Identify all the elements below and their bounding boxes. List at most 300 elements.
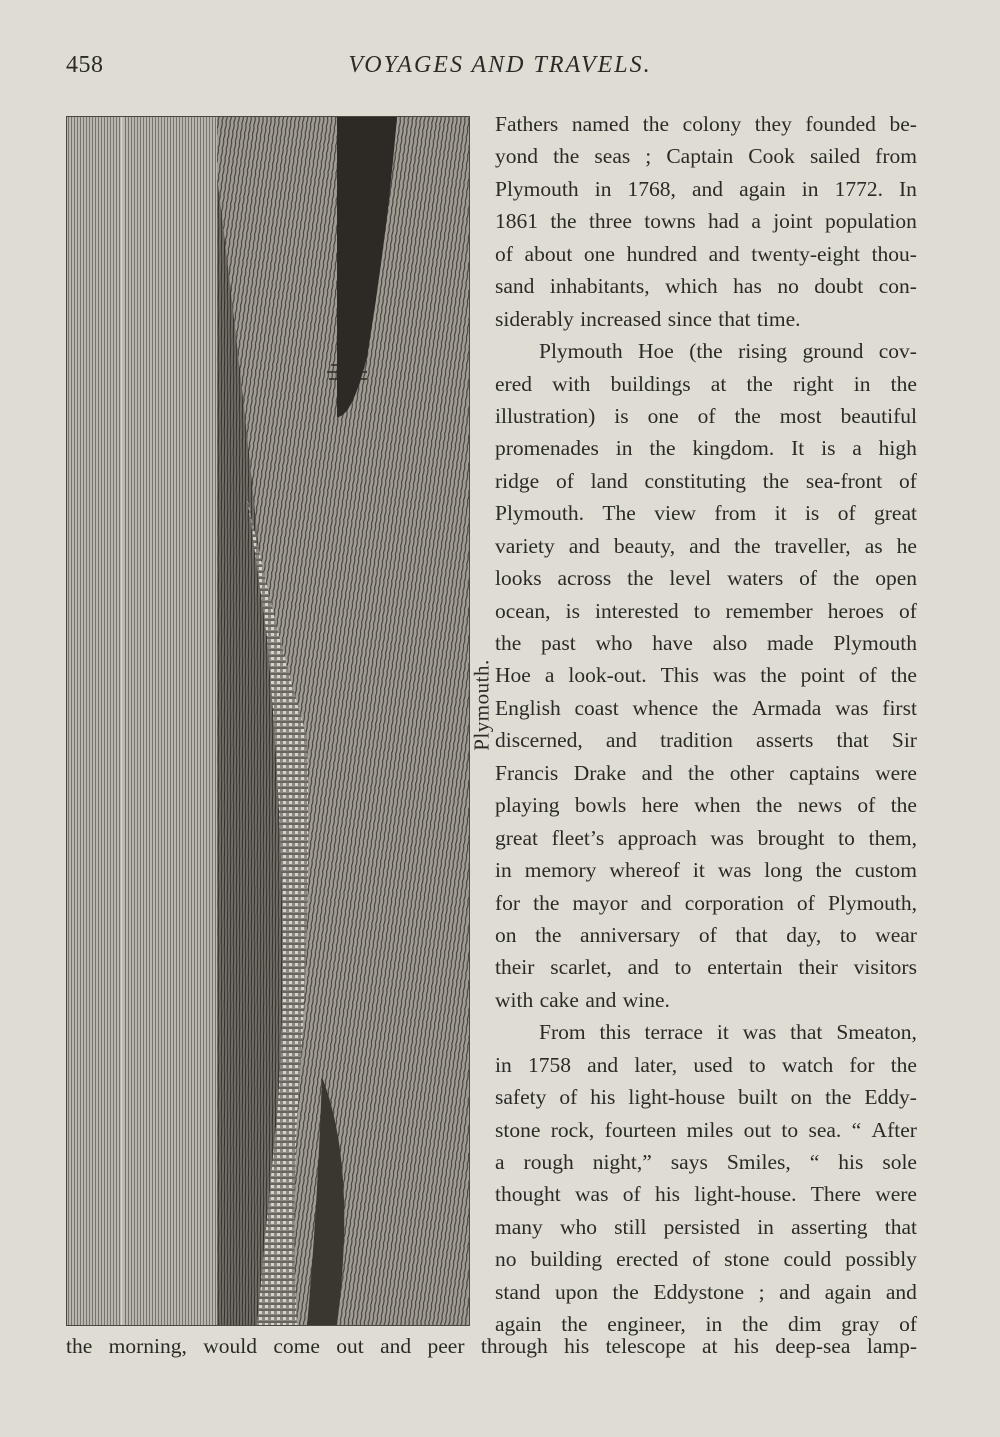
word: stand [495, 1279, 541, 1304]
word: doubt [814, 274, 864, 299]
text-line [495, 659, 917, 691]
word: that [836, 728, 869, 753]
word: whereof [609, 858, 680, 883]
word: in [801, 176, 819, 201]
word: ; [645, 144, 652, 169]
text-line [495, 432, 917, 464]
word: his [590, 1085, 616, 1110]
word: rock, [550, 1117, 595, 1142]
word: sole [882, 1150, 917, 1174]
text-line [495, 465, 917, 497]
word: open [875, 566, 917, 591]
word: a [751, 209, 761, 234]
word: It [791, 436, 805, 461]
word: kingdom. [692, 436, 775, 461]
word: the [890, 371, 917, 396]
text-line [495, 627, 917, 659]
word: to [748, 1052, 766, 1077]
word: There [810, 1182, 861, 1207]
word: a [495, 1150, 505, 1174]
text-line: with cake and wine. [495, 987, 670, 1012]
word: the [642, 112, 670, 136]
word: miles [686, 1117, 734, 1142]
word: ridge [495, 468, 540, 493]
word: thou- [871, 241, 917, 266]
word: was [712, 663, 747, 688]
word: Francis [495, 760, 559, 785]
word: Plymouth [495, 176, 579, 201]
word: of [899, 598, 917, 623]
text-line [495, 173, 917, 205]
word: the [756, 793, 783, 818]
word: made [767, 631, 814, 655]
word: when [694, 793, 741, 818]
word: on [790, 1085, 813, 1110]
word: the [832, 566, 860, 591]
word: of [698, 922, 717, 947]
page-number: 458 [66, 52, 104, 78]
word: the [734, 533, 761, 558]
word: telescope [605, 1334, 686, 1358]
word: Cook [748, 144, 795, 169]
word: in [615, 436, 633, 461]
text-line [495, 595, 917, 627]
text-line [495, 1243, 917, 1275]
word: (the [689, 339, 723, 364]
word: discerned, [495, 728, 583, 753]
word: in [853, 371, 871, 396]
word: 1768, [627, 176, 676, 201]
word: wear [875, 922, 917, 947]
word: was [575, 1182, 609, 1207]
word: one [647, 403, 679, 428]
word: of [697, 403, 716, 428]
text-line [495, 140, 917, 172]
word: peer [427, 1334, 465, 1358]
text-line [495, 400, 917, 432]
word: from [875, 144, 917, 169]
word: and [708, 241, 740, 266]
word: anniversary [579, 922, 681, 947]
word: no [777, 274, 799, 299]
word: heroes [827, 598, 884, 623]
word: would [203, 1334, 257, 1358]
word: about [524, 241, 573, 266]
word: be- [889, 112, 917, 136]
word: of [692, 1247, 711, 1272]
text-line [495, 692, 917, 724]
word: watch [781, 1052, 834, 1077]
word: Plymouth, [827, 890, 917, 915]
word: his [733, 1334, 759, 1358]
word: and [627, 955, 659, 980]
word: his [564, 1334, 590, 1358]
word: a [544, 663, 555, 688]
word: building [530, 1247, 603, 1272]
plymouth-engraving [66, 116, 470, 1326]
text-line [495, 854, 917, 886]
word: who [595, 631, 633, 655]
word: their [495, 955, 535, 980]
word: again [495, 1312, 542, 1337]
word: through [480, 1334, 548, 1358]
word: great [495, 825, 538, 850]
word: is [821, 436, 836, 461]
word: population [824, 209, 917, 234]
word: ered [495, 371, 532, 396]
word: gray [841, 1312, 880, 1337]
text-line [495, 368, 917, 400]
word: other [729, 760, 774, 785]
word: right [792, 371, 834, 396]
word: to [839, 922, 857, 947]
word: his [654, 1182, 681, 1207]
word: entertain [707, 955, 783, 980]
text-line [495, 1049, 917, 1081]
word: the [890, 793, 917, 818]
text-line [495, 270, 917, 302]
text-line [495, 1016, 917, 1048]
word: it [774, 501, 787, 526]
text-line [495, 1081, 917, 1113]
word: could [783, 1247, 832, 1272]
word: named [571, 112, 630, 136]
word: hundred [626, 241, 698, 266]
word: in [757, 1214, 774, 1239]
word: past [541, 631, 576, 655]
text-column [495, 108, 917, 1341]
word: stone [495, 1117, 541, 1142]
word: no [495, 1247, 517, 1272]
word: a [852, 436, 862, 461]
word: the [612, 1279, 639, 1304]
word: point [800, 663, 845, 688]
word: memory [524, 858, 597, 883]
word: coast [574, 695, 619, 720]
word: and [779, 1279, 811, 1304]
word: light-house. [694, 1182, 797, 1207]
word: and [885, 1279, 917, 1304]
word: view [654, 501, 697, 526]
word: the [550, 209, 577, 234]
word: corporation [684, 890, 784, 915]
word: waters [727, 566, 784, 591]
word: is [614, 403, 629, 428]
word: this [599, 1020, 631, 1045]
word: Captain [666, 144, 734, 169]
word: morning, [108, 1334, 187, 1358]
word: one [583, 241, 615, 266]
word: was [717, 858, 752, 883]
word: variety [495, 533, 555, 558]
word: con- [878, 274, 917, 299]
word: 1758 [527, 1052, 571, 1077]
word: the [746, 371, 773, 396]
word: ; [758, 1279, 765, 1304]
text-line [495, 238, 917, 270]
word: stone [724, 1247, 770, 1272]
word: Fathers [495, 112, 559, 136]
word: the [815, 858, 842, 883]
word: bowls [574, 793, 627, 818]
word: “ [851, 1117, 862, 1142]
word: from [714, 501, 757, 526]
word: news [797, 793, 842, 818]
word: the [561, 1312, 588, 1337]
word: inhabitants, [549, 274, 650, 299]
word: and [380, 1334, 412, 1358]
word: the [734, 403, 761, 428]
word: persisted [663, 1214, 741, 1239]
word: they [754, 112, 792, 136]
word: Eddystone [653, 1279, 745, 1304]
text-line [495, 335, 917, 367]
word: in [495, 858, 512, 883]
word: 1772. [834, 176, 883, 201]
word: the [66, 1334, 93, 1358]
word: and [605, 728, 637, 753]
word: “ [809, 1150, 820, 1174]
word: that [790, 1020, 823, 1045]
text-line [495, 919, 917, 951]
word: at [710, 371, 727, 396]
word: asserts [756, 728, 814, 753]
word: of [622, 1182, 641, 1207]
text-line [495, 530, 917, 562]
word: of [495, 241, 513, 266]
word: ground [802, 339, 864, 364]
word: upon [554, 1279, 598, 1304]
word: for [849, 1052, 875, 1077]
word: to [838, 825, 855, 850]
word: of [555, 468, 574, 493]
text-line [495, 789, 917, 821]
word: Hoe [638, 339, 674, 364]
word: land [590, 468, 628, 493]
word: their [798, 955, 838, 980]
word: of [899, 1312, 917, 1337]
word: of [796, 890, 815, 915]
caption-text: Plymouth. [469, 659, 494, 751]
word: to [781, 1117, 799, 1142]
word: tradition [660, 728, 733, 753]
word: of [799, 566, 818, 591]
word: have [652, 631, 693, 655]
word: of [899, 468, 917, 493]
word: asserting [791, 1214, 868, 1239]
word: out [336, 1334, 364, 1358]
word: many [495, 1214, 543, 1239]
word: fleet’s [551, 825, 605, 850]
word: approach [617, 825, 697, 850]
word: he [896, 533, 917, 558]
word: Sir [891, 728, 917, 753]
word: From [539, 1020, 586, 1045]
word: terrace [644, 1020, 703, 1045]
word: lamp- [866, 1334, 917, 1358]
word: the [649, 436, 676, 461]
word: the [760, 663, 787, 688]
word: the [533, 890, 560, 915]
word: and [587, 1052, 619, 1077]
word: and [689, 533, 721, 558]
text-line [495, 724, 917, 756]
text-line [495, 108, 917, 140]
word: colony [682, 112, 742, 136]
word: was [835, 695, 869, 720]
word: joint [773, 209, 813, 234]
word: out [743, 1117, 772, 1142]
word: The [602, 501, 636, 526]
word: the [535, 922, 562, 947]
word: the [890, 663, 917, 688]
word: is [565, 598, 580, 623]
word: deep-sea [775, 1334, 851, 1358]
word: beautiful [840, 403, 917, 428]
word: in [705, 1312, 723, 1337]
word: traveller, [774, 533, 851, 558]
word: constituting [644, 468, 747, 493]
word: ocean, [495, 598, 551, 623]
word: the [741, 1312, 769, 1337]
word: who [559, 1214, 597, 1239]
word: sea. [808, 1117, 842, 1142]
word: beauty, [613, 533, 676, 558]
word: to [693, 598, 711, 623]
word: it [716, 1020, 729, 1045]
word: In [899, 176, 917, 201]
word: Eddy- [864, 1085, 917, 1110]
word: sailed [809, 144, 861, 169]
word: Plymouth. [495, 501, 585, 526]
word: level [669, 566, 712, 591]
word: remember [725, 598, 813, 623]
text-line [495, 1146, 917, 1178]
word: long [764, 858, 803, 883]
word: has [733, 274, 762, 299]
word: them, [868, 825, 917, 850]
word: mayor [572, 890, 628, 915]
word: to [674, 955, 692, 980]
text-line [495, 822, 917, 854]
word: Plymouth [833, 631, 917, 655]
word: visitors [853, 955, 917, 980]
word: of [858, 663, 877, 688]
word: three [588, 209, 632, 234]
word: sea-front [805, 468, 883, 493]
word: also [712, 631, 748, 655]
word: was [710, 825, 744, 850]
text-line [495, 1276, 917, 1308]
word: whence [632, 695, 699, 720]
word: night,” [592, 1150, 652, 1174]
word: is [804, 501, 820, 526]
word: promenades [495, 436, 599, 461]
text-line [495, 205, 917, 237]
word: towns [644, 209, 696, 234]
word: and [691, 176, 724, 201]
word: the [711, 695, 739, 720]
word: in [594, 176, 612, 201]
word: and [640, 890, 672, 915]
word: and [568, 533, 600, 558]
word: still [614, 1214, 647, 1239]
text-line [495, 1114, 917, 1146]
word: founded [805, 112, 876, 136]
word: engineer, [607, 1312, 686, 1337]
word: on [495, 922, 517, 947]
word: twenty-eight [751, 241, 860, 266]
word: the [495, 631, 522, 655]
word: Armada [752, 695, 822, 720]
word: captains [789, 760, 860, 785]
text-line [495, 562, 917, 594]
word: yond [495, 144, 538, 169]
word: illustration) [495, 403, 596, 428]
word: here [641, 793, 679, 818]
word: the [825, 1085, 852, 1110]
word: After [871, 1117, 917, 1142]
word: were [875, 1182, 917, 1207]
word: at [701, 1334, 718, 1358]
word: the [688, 760, 715, 785]
word: looks [495, 566, 542, 591]
word: with [552, 371, 591, 396]
illustration-caption [470, 650, 494, 760]
word: brought [757, 825, 825, 850]
running-title: VOYAGES AND TRAVELS. [348, 52, 652, 78]
word: 1861 [495, 209, 538, 234]
word: the [553, 144, 580, 169]
word: which [665, 274, 718, 299]
text-line [495, 951, 917, 983]
word: Smiles, [726, 1150, 791, 1174]
word: that [884, 1214, 917, 1239]
word: cov- [878, 339, 917, 364]
word: thought [495, 1182, 561, 1207]
word: Drake [573, 760, 627, 785]
word: the [762, 468, 790, 493]
word: custom [854, 858, 917, 883]
word: dim [787, 1312, 822, 1337]
word: great [874, 501, 917, 526]
text-line [495, 887, 917, 919]
word: playing [495, 793, 560, 818]
text-line [495, 1211, 917, 1243]
word: scarlet, [550, 955, 612, 980]
word: it [692, 858, 705, 883]
word: across [557, 566, 612, 591]
word: day, [786, 922, 822, 947]
word: safety [495, 1085, 547, 1110]
word: his [838, 1150, 864, 1174]
word: first [882, 695, 917, 720]
word: Hoe [495, 663, 531, 688]
word: of [559, 1085, 578, 1110]
word: possibly [845, 1247, 917, 1272]
word: Plymouth [539, 339, 623, 364]
word: the [890, 1052, 917, 1077]
word: This [660, 663, 699, 688]
word: of [837, 501, 856, 526]
text-line: siderably increased since that time. [495, 306, 801, 331]
text-line [495, 497, 917, 529]
word: again [824, 1279, 872, 1304]
word: used [693, 1052, 733, 1077]
word: high [878, 436, 917, 461]
word: were [875, 760, 917, 785]
word: as [864, 533, 883, 558]
